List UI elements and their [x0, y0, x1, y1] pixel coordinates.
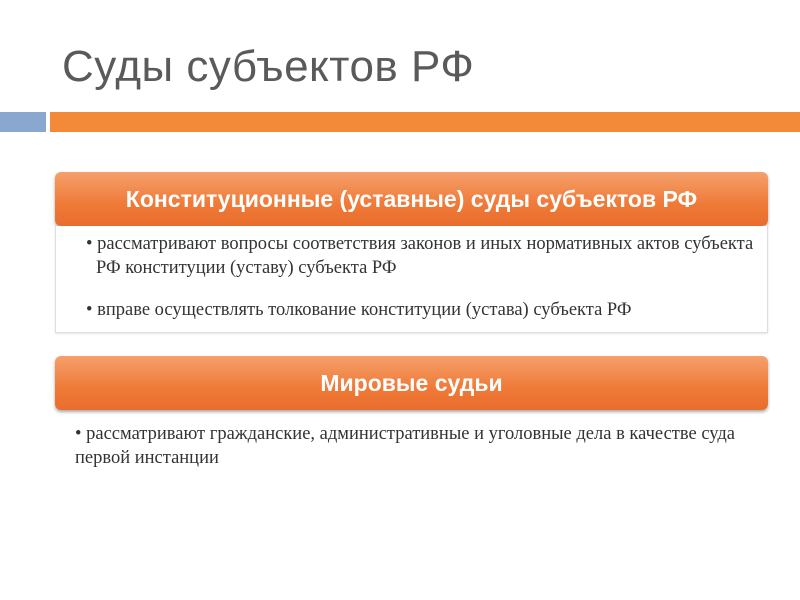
accent-bar-blue: [0, 112, 46, 132]
slide-title: Суды субъектов РФ: [62, 42, 475, 91]
bullet-item: • рассматривают вопросы соответствия законов и иных нормативных актов субъекта РФ конституции (уставу) субъекта РФ: [86, 234, 754, 278]
magistrates-section: [55, 356, 768, 410]
bullet-item: • рассматривают гражданские, административные и уголовные дела в качестве суда первой инстанции: [75, 424, 736, 468]
constitutional-courts-header: Конституционные (уставные) суды субъектов РФ: [55, 172, 768, 226]
accent-bar-orange: [50, 112, 800, 132]
magistrates-header: Мировые судьи: [55, 356, 768, 410]
bullet-item: • вправе осуществлять толкование конституции (устава) субъекта РФ: [86, 300, 632, 320]
constitutional-courts-section: [55, 172, 768, 333]
constitutional-courts-body: [55, 226, 768, 333]
